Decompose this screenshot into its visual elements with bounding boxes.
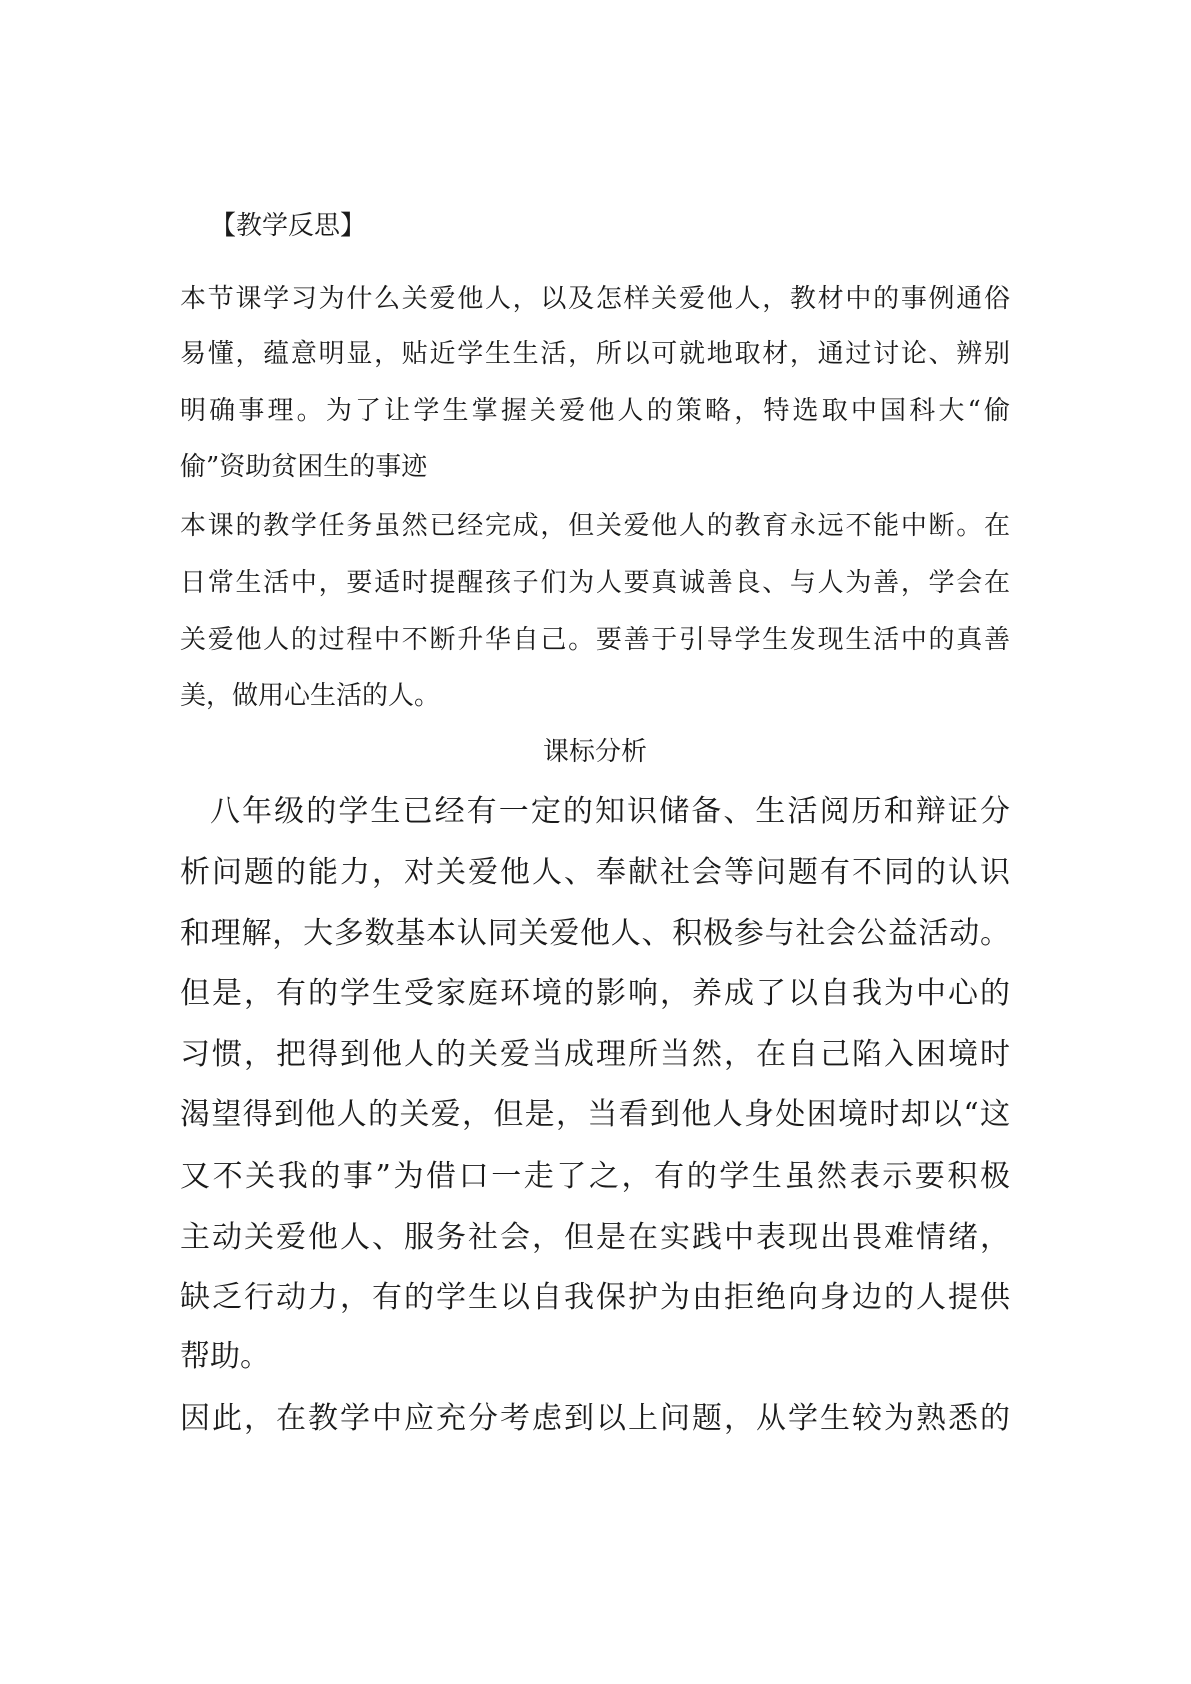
analysis-para1-line-5: 习惯，把得到他人的关爱当成理所当然，在自己陷入困境时 (180, 1037, 1010, 1072)
reflection-para2-line-2: 日常生活中，要适时提醒孩子们为人要真诚善良、与人为善，学会在 (180, 568, 1010, 598)
analysis-heading: 课标分析 (542, 737, 647, 767)
analysis-para1-line-2: 析问题的能力，对关爱他人、奉献社会等问题有不同的认识 (180, 855, 1010, 890)
reflection-para1-line-4: 偷”资助贫困生的事迹 (180, 452, 428, 482)
reflection-heading: 【教学反思】 (210, 211, 367, 241)
reflection-para1-line-2: 易懂，蕴意明显，贴近学生生活，所以可就地取材，通过讨论、辨别 (180, 339, 1010, 369)
reflection-para1-line-3: 明确事理。为了让学生掌握关爱他人的策略，特选取中国科大“偷 (180, 396, 1010, 426)
analysis-para1-line-1: 八年级的学生已经有一定的知识储备、生活阅历和辩证分 (210, 794, 1010, 829)
analysis-para2-line-1: 因此，在教学中应充分考虑到以上问题，从学生较为熟悉的 (180, 1401, 1010, 1436)
analysis-para1-line-3: 和理解，大多数基本认同关爱他人、积极参与社会公益活动。 (180, 916, 1010, 951)
analysis-para1-line-9: 缺乏行动力，有的学生以自我保护为由拒绝向身边的人提供 (180, 1280, 1010, 1315)
reflection-para2-line-1: 本课的教学任务虽然已经完成，但关爱他人的教育永远不能中断。在 (180, 511, 1010, 541)
reflection-para2-line-4: 美，做用心生活的人。 (180, 681, 441, 711)
analysis-para1-line-8: 主动关爱他人、服务社会，但是在实践中表现出畏难情绪， (180, 1220, 1010, 1255)
reflection-para2-line-3: 关爱他人的过程中不断升华自己。要善于引导学生发现生活中的真善 (180, 625, 1010, 655)
reflection-para1-line-1: 本节课学习为什么关爱他人，以及怎样关爱他人，教材中的事例通俗 (180, 284, 1010, 314)
analysis-para1-line-10: 帮助。 (180, 1339, 270, 1374)
analysis-para1-line-7: 又不关我的事”为借口一走了之，有的学生虽然表示要积极 (180, 1159, 1010, 1194)
analysis-para1-line-6: 渴望得到他人的关爱，但是，当看到他人身处困境时却以“这 (180, 1097, 1010, 1132)
analysis-para1-line-4: 但是，有的学生受家庭环境的影响，养成了以自我为中心的 (180, 976, 1010, 1011)
